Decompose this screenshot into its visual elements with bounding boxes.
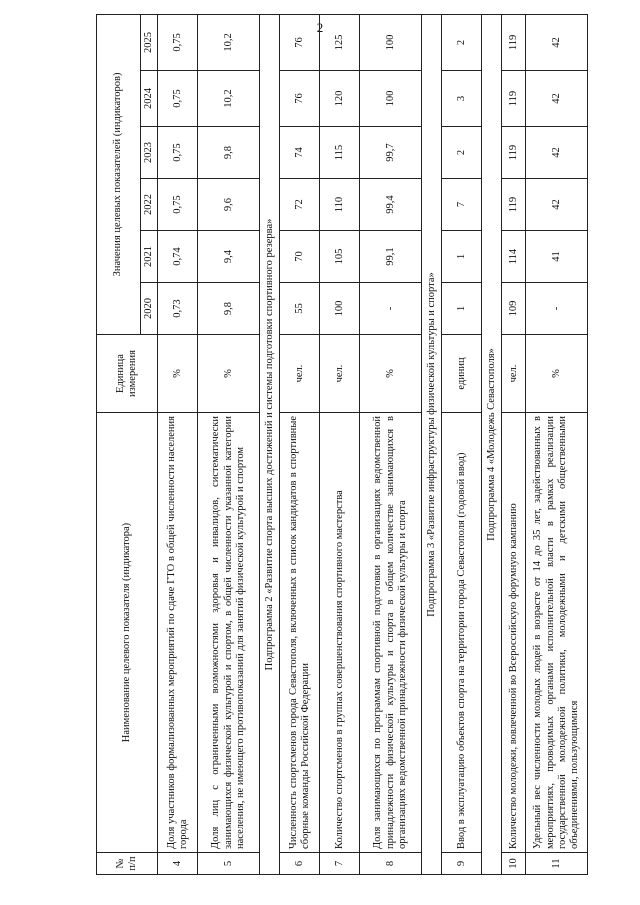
table-body bbox=[158, 14, 588, 874]
value-cell: 72 bbox=[280, 179, 320, 231]
table-row bbox=[198, 14, 260, 874]
row-number: 4 bbox=[158, 853, 198, 875]
unit-cell: чел. bbox=[280, 335, 320, 413]
value-cell: 99,1 bbox=[360, 231, 422, 283]
subprogram-row bbox=[422, 14, 442, 874]
value-cell: 100 bbox=[360, 14, 422, 70]
value-cell: 9,6 bbox=[198, 179, 260, 231]
value-cell: 0,75 bbox=[158, 127, 198, 179]
unit-cell: чел. bbox=[320, 335, 360, 413]
value-cell: 10,2 bbox=[198, 71, 260, 127]
table-row bbox=[360, 14, 422, 874]
value-cell: 3 bbox=[442, 71, 482, 127]
value-cell: 109 bbox=[502, 283, 526, 335]
unit-cell: % bbox=[198, 335, 260, 413]
header-year: 2020 bbox=[141, 283, 158, 335]
indicator-name: Ввод в эксплуатацию объектов спорта на территории города Севастополя (годовой ввод) bbox=[442, 413, 482, 853]
table-row bbox=[158, 14, 198, 874]
value-cell: 100 bbox=[320, 283, 360, 335]
header-year: 2021 bbox=[141, 231, 158, 283]
value-cell: - bbox=[360, 283, 422, 335]
value-cell: 119 bbox=[502, 179, 526, 231]
subprogram-row bbox=[260, 14, 280, 874]
value-cell: 105 bbox=[320, 231, 360, 283]
indicator-name: Доля занимающихся по программам спортивной подготовки в организациях ведомственной принадлежности физической культуры и спорта в общем количестве занимающихся в организациях ведомственной принадлежности физической культуры и спорта bbox=[360, 413, 422, 853]
value-cell: 0,73 bbox=[158, 283, 198, 335]
value-cell: 119 bbox=[502, 71, 526, 127]
indicator-name: Удельный вес численности молодых людей в возрасте от 14 до 35 лет, задействованных в мероприятиях, проводимых органами исполнительной власти в рамках реализации государственной молодежной политики, молодежными и детскими общественными объединениями, пользующимися bbox=[526, 413, 588, 853]
unit-cell: чел. bbox=[502, 335, 526, 413]
value-cell: 115 bbox=[320, 127, 360, 179]
value-cell: 42 bbox=[526, 71, 588, 127]
table-row bbox=[502, 14, 526, 874]
row-number: 8 bbox=[360, 853, 422, 875]
table-row bbox=[320, 14, 360, 874]
value-cell: 119 bbox=[502, 14, 526, 70]
header-num: № п/п bbox=[97, 853, 158, 875]
value-cell: 2 bbox=[442, 14, 482, 70]
value-cell: 0,74 bbox=[158, 231, 198, 283]
value-cell: 42 bbox=[526, 127, 588, 179]
header-year: 2022 bbox=[141, 179, 158, 231]
value-cell: 2 bbox=[442, 127, 482, 179]
value-cell: 70 bbox=[280, 231, 320, 283]
value-cell: 120 bbox=[320, 71, 360, 127]
header-year: 2024 bbox=[141, 71, 158, 127]
indicators-table bbox=[96, 14, 588, 875]
value-cell: - bbox=[526, 283, 588, 335]
row-number: 5 bbox=[198, 853, 260, 875]
value-cell: 42 bbox=[526, 14, 588, 70]
indicator-name: Численность спортсменов города Севастополя, включенных в список кандидатов в спортивные сборные команды Российской Федерации bbox=[280, 413, 320, 853]
row-number: 7 bbox=[320, 853, 360, 875]
header-values: Значения целевых показателей (индикаторов) bbox=[97, 14, 141, 334]
value-cell: 110 bbox=[320, 179, 360, 231]
unit-cell: % bbox=[158, 335, 198, 413]
row-number: 10 bbox=[502, 853, 526, 875]
indicator-name: Количество спортсменов в группах совершенствования спортивного мастерства bbox=[320, 413, 360, 853]
value-cell: 9,8 bbox=[198, 127, 260, 179]
value-cell: 55 bbox=[280, 283, 320, 335]
table-row bbox=[280, 14, 320, 874]
row-number: 9 bbox=[442, 853, 482, 875]
rotated-table-container bbox=[96, 15, 616, 875]
value-cell: 9,4 bbox=[198, 231, 260, 283]
value-cell: 76 bbox=[280, 71, 320, 127]
indicator-name: Доля лиц с ограниченными возможностями здоровья и инвалидов, систематически занимающихся физической культурой и спортом, в общей численности указанной категории населения, не имеющего противопоказаний для занятий физической культурой и спортом bbox=[198, 413, 260, 853]
value-cell: 125 bbox=[320, 14, 360, 70]
page-number: 2 bbox=[316, 20, 324, 35]
value-cell: 1 bbox=[442, 283, 482, 335]
indicator-name: Количество молодежи, вовлеченной во Всероссийскую форумную кампанию bbox=[502, 413, 526, 853]
subprogram-title: Подпрограмма 4 «Молодежь Севастополя» bbox=[482, 14, 502, 874]
value-cell: 119 bbox=[502, 127, 526, 179]
subprogram-title: Подпрограмма 2 «Развитие спорта высших достижений и системы подготовки спортивного резерва» bbox=[260, 14, 280, 874]
value-cell: 99,4 bbox=[360, 179, 422, 231]
value-cell: 100 bbox=[360, 71, 422, 127]
header-year: 2023 bbox=[141, 127, 158, 179]
subprogram-title: Подпрограмма 3 «Развитие инфраструктуры физической культуры и спорта» bbox=[422, 14, 442, 874]
header-unit: Единица измерения bbox=[97, 335, 158, 413]
unit-cell: % bbox=[360, 335, 422, 413]
table-row bbox=[526, 14, 588, 874]
unit-cell: % bbox=[526, 335, 588, 413]
value-cell: 0,75 bbox=[158, 179, 198, 231]
value-cell: 9,8 bbox=[198, 283, 260, 335]
value-cell: 99,7 bbox=[360, 127, 422, 179]
value-cell: 7 bbox=[442, 179, 482, 231]
subprogram-row bbox=[482, 14, 502, 874]
unit-cell: единиц bbox=[442, 335, 482, 413]
value-cell: 114 bbox=[502, 231, 526, 283]
value-cell: 0,75 bbox=[158, 14, 198, 70]
header-year: 2025 bbox=[141, 14, 158, 70]
value-cell: 42 bbox=[526, 179, 588, 231]
table-row bbox=[442, 14, 482, 874]
value-cell: 41 bbox=[526, 231, 588, 283]
row-number: 11 bbox=[526, 853, 588, 875]
value-cell: 1 bbox=[442, 231, 482, 283]
value-cell: 10,2 bbox=[198, 14, 260, 70]
value-cell: 74 bbox=[280, 127, 320, 179]
header-name: Наименование целевого показателя (индикатора) bbox=[97, 413, 158, 853]
indicator-name: Доля участников формализованных мероприятий по сдаче ГТО в общей численности населения города bbox=[158, 413, 198, 853]
row-number: 6 bbox=[280, 853, 320, 875]
value-cell: 76 bbox=[280, 14, 320, 70]
value-cell: 0,75 bbox=[158, 71, 198, 127]
